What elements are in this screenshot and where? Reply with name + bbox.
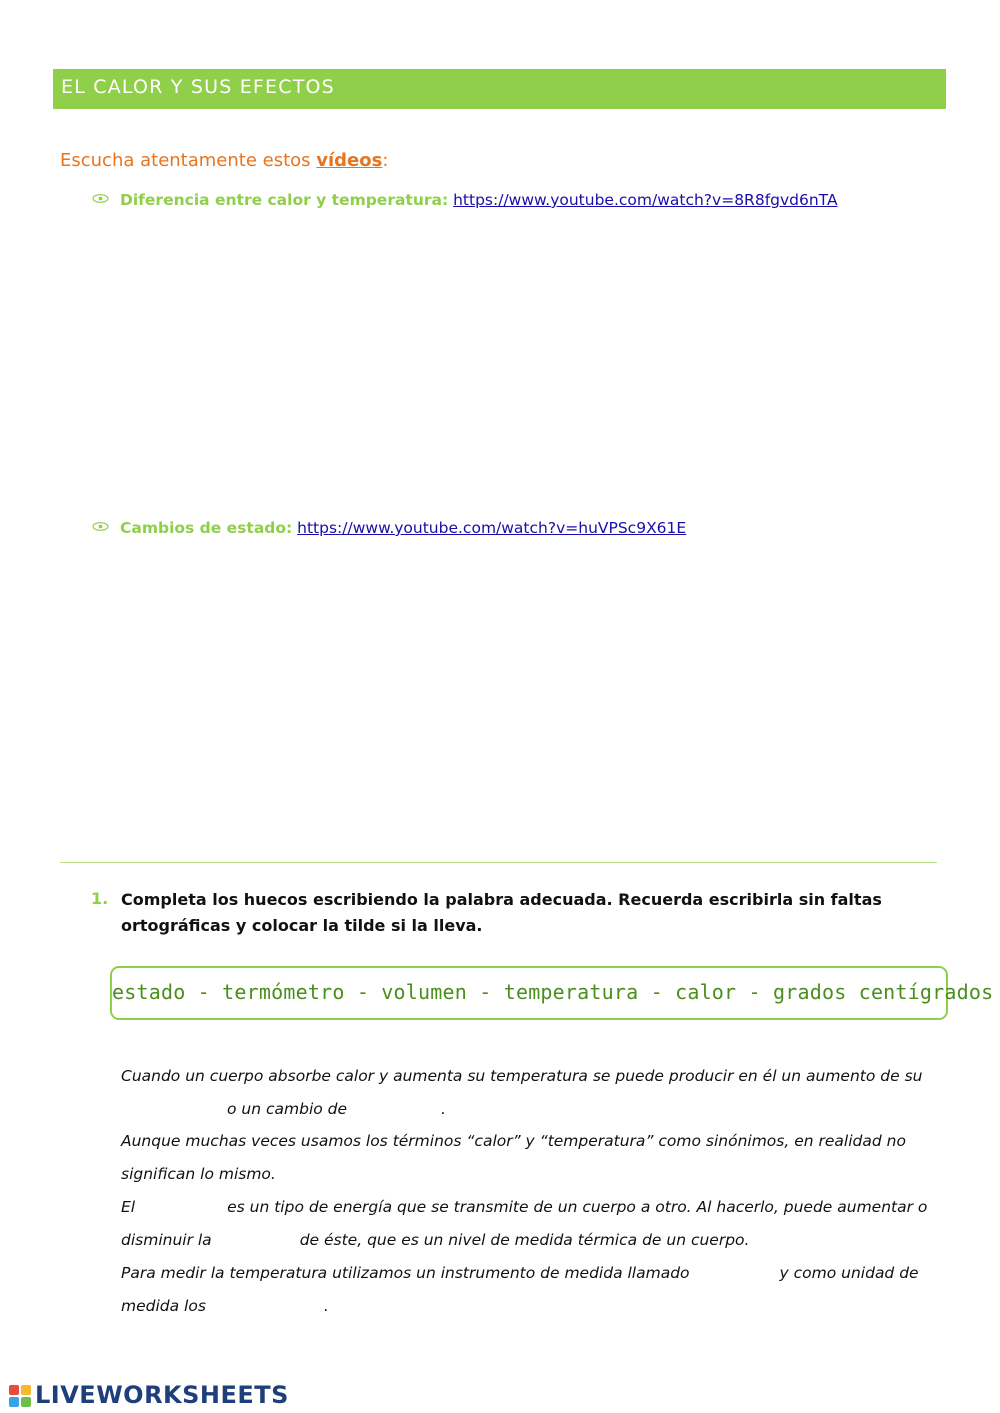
page-title: EL CALOR Y SUS EFECTOS bbox=[61, 76, 335, 98]
intro-line bbox=[60, 150, 388, 171]
section-divider bbox=[60, 862, 937, 863]
paragraph-line: significan lo mismo. bbox=[121, 1165, 276, 1183]
eye-icon bbox=[92, 194, 109, 203]
paragraph-line: Para medir la temperatura utilizamos un instrumento de medida llamado y como unidad de bbox=[121, 1264, 919, 1282]
intro-emphasis: vídeos bbox=[316, 150, 383, 171]
paragraph-line: medida los . bbox=[121, 1297, 329, 1315]
question-number: 1. bbox=[91, 889, 109, 908]
video-link[interactable]: https://www.youtube.com/watch?v=8R8fgvd6nTA bbox=[453, 191, 838, 209]
video-label: Cambios de estado: bbox=[120, 519, 293, 537]
paragraph-line: El es un tipo de energía que se transmite de un cuerpo a otro. Al hacerlo, puede aumentar o bbox=[121, 1198, 928, 1216]
paragraph-line: disminuir la de éste, que es un nivel de medida térmica de un cuerpo. bbox=[121, 1231, 750, 1249]
video-item bbox=[92, 191, 838, 209]
video-item bbox=[92, 519, 686, 537]
paragraph-line: o un cambio de . bbox=[227, 1100, 446, 1118]
question-text: Completa los huecos escribiendo la palabra adecuada. Recuerda escribirla sin faltas ortográficas y colocar la tilde si la lleva. bbox=[121, 890, 882, 935]
logo-text: LIVEWORKSHEETS bbox=[35, 1381, 289, 1409]
intro-text: Escucha atentamente estos bbox=[60, 150, 317, 171]
intro-colon: : bbox=[382, 150, 389, 171]
liveworksheets-logo-icon bbox=[9, 1385, 31, 1407]
eye-icon bbox=[92, 522, 109, 531]
video-label: Diferencia entre calor y temperatura: bbox=[120, 191, 449, 209]
paragraph-line: Aunque muchas veces usamos los términos “calor” y “temperatura” como sinónimos, en realidad no bbox=[121, 1132, 906, 1150]
word-bank bbox=[110, 966, 994, 1020]
header-bar bbox=[53, 69, 946, 109]
word-bank-text: estado - termómetro - volumen - temperatura - calor - grados centígrados bbox=[112, 980, 994, 1004]
video-link[interactable]: https://www.youtube.com/watch?v=huVPSc9X61E bbox=[297, 519, 687, 537]
paragraph-line: Cuando un cuerpo absorbe calor y aumenta su temperatura se puede producir en él un aumento de su bbox=[121, 1067, 923, 1085]
